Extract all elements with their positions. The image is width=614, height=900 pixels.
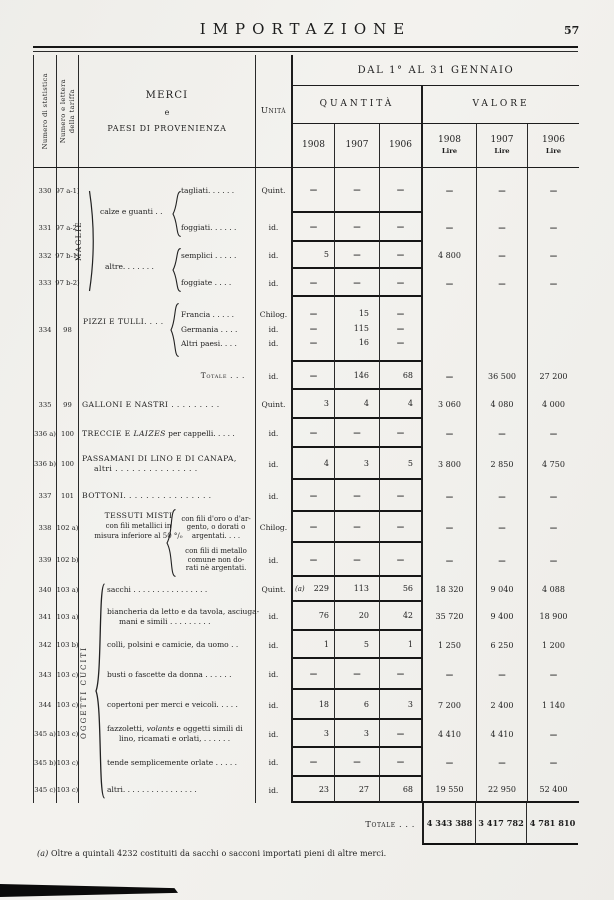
unit-cell: id. <box>256 480 293 512</box>
val-cell: — <box>477 543 528 577</box>
val-cell <box>423 297 477 362</box>
tariff-cell: 103 c) <box>57 777 79 803</box>
tariff-cell: 103 c) <box>57 659 79 690</box>
val-cell: — <box>549 523 558 532</box>
qty-cell: — <box>380 242 423 269</box>
val-cell: 2 850 <box>477 448 528 480</box>
qty-cell: — — — <box>293 297 335 362</box>
header-unita: Unità <box>256 55 293 167</box>
unit-cell: id. <box>256 213 293 242</box>
stat-cell: 334 <box>34 297 57 362</box>
val-cell: — <box>423 419 477 448</box>
val-cell: — <box>477 659 528 690</box>
val-cell: 7 200 <box>423 690 477 720</box>
tariff-cell: 100 <box>57 419 79 448</box>
unit-cell: Quint. <box>256 168 293 213</box>
unit-cell: Chilog. id. id. <box>256 297 293 362</box>
qty-cell: 3 <box>380 690 423 720</box>
qty-cell: — <box>335 543 380 577</box>
stat-cell: 342 <box>34 631 57 659</box>
qty-cell: 76 <box>293 602 335 631</box>
brace-calze <box>172 191 182 237</box>
unit-cell: id. <box>256 720 293 748</box>
desc-cell: tagliati. . . . . . <box>79 168 256 213</box>
qty-cell: — <box>380 720 423 748</box>
stat-cell: 335 <box>34 390 57 419</box>
tariff-cell: 103 c) <box>57 748 79 777</box>
stat-cell: 338 <box>34 512 57 543</box>
desc-cell: colli, polsini e camicie, da uomo . . <box>79 631 256 659</box>
qty-cell: — <box>380 659 423 690</box>
unit-cell: Chilog. <box>256 512 293 543</box>
header-qty-1906: 1906 <box>380 124 423 167</box>
qty-cell: 4 <box>335 390 380 419</box>
table-row <box>33 448 579 480</box>
stat-cell: 337 <box>34 480 57 512</box>
val-cell: 6 250 <box>477 631 528 659</box>
stat-cell: 340 <box>34 577 57 602</box>
header-merci-paesi: PAESI DI PROVENIENZA <box>107 123 227 133</box>
stat-cell: 336 a) <box>34 419 57 448</box>
val-cell: 18 320 <box>423 577 477 602</box>
qty-cell: — <box>293 419 335 448</box>
grand-total-1907: 3 417 782 <box>476 803 527 845</box>
qty-cell: — <box>293 362 335 390</box>
table-row-group <box>33 297 579 362</box>
val-cell: — <box>549 729 558 739</box>
val-cell: — <box>549 670 558 679</box>
qty-cell: 5 <box>293 242 335 269</box>
qty-cell: 3 <box>293 390 335 419</box>
qty-cell: 27 <box>335 777 380 803</box>
table-row-subtotal <box>33 362 579 390</box>
stat-cell: 330 <box>34 168 57 213</box>
qty-cell: 56 <box>380 577 423 602</box>
tariff-cell: 103 a) <box>57 577 79 602</box>
val-cell: — <box>423 362 477 390</box>
qty-cell: — <box>293 269 335 297</box>
group-label-maglie: MAGLIE <box>74 220 83 262</box>
header-period-block <box>293 55 579 167</box>
val-cell: 4 088 <box>542 585 565 594</box>
qty-cell: 20 <box>335 602 380 631</box>
table-row <box>33 602 579 631</box>
stat-cell <box>34 362 57 390</box>
stat-cell: 332 <box>34 242 57 269</box>
qty-cell: — — — <box>380 297 423 362</box>
stat-cell: 345 a) <box>34 720 57 748</box>
qty-cell: 18 <box>293 690 335 720</box>
val-cell <box>477 297 528 362</box>
brace-altre <box>172 248 182 292</box>
val-cell: — <box>549 491 558 501</box>
import-table <box>33 55 579 845</box>
val-cell: — <box>423 213 477 242</box>
group-label-altre: altre. . . . . . . <box>105 262 154 271</box>
val-cell: 18 900 <box>539 612 568 621</box>
qty-cell: 42 <box>380 602 423 631</box>
header-period: DAL 1° AL 31 GENNAIO <box>293 55 579 86</box>
table-row <box>33 690 579 720</box>
val-cell: 27 200 <box>539 371 568 381</box>
qty-cell: — <box>335 512 380 543</box>
group-label-tessuti: TESSUTI MISTI con fili metallici in misura inferiore al 50 °/₀ <box>94 511 183 540</box>
tariff-cell: 98 <box>57 297 79 362</box>
unit-cell: id. <box>256 777 293 803</box>
val-cell: — <box>477 242 528 269</box>
desc-cell: foggiati. . . . . . <box>79 213 256 242</box>
desc-cell: con fili d'oro o d'ar- gento, o dorati o argentati. . . . <box>79 512 256 543</box>
qty-cell: — <box>335 168 380 213</box>
qty-cell: (a) 229 <box>293 577 335 602</box>
val-cell: 4 080 <box>477 390 528 419</box>
header-qty-1907: 1907 <box>335 124 380 167</box>
val-cell: 1 250 <box>423 631 477 659</box>
unit-cell: Quint. <box>256 390 293 419</box>
val-cell: 3 060 <box>423 390 477 419</box>
qty-cell: — <box>335 269 380 297</box>
unit-cell: id. <box>256 269 293 297</box>
tariff-cell: 101 <box>57 480 79 512</box>
tariff-cell: 103 a) <box>57 602 79 631</box>
qty-cell: 146 <box>335 362 380 390</box>
unit-cell: id. <box>256 362 293 390</box>
desc-cell: tende semplicemente orlate . . . . . <box>79 748 256 777</box>
qty-cell: — <box>335 480 380 512</box>
grand-total-1908: 4 343 388 <box>422 803 476 845</box>
unit-cell: id. <box>256 690 293 720</box>
stat-cell: 339 <box>34 543 57 577</box>
qty-cell: — <box>380 168 423 213</box>
table-row <box>33 480 579 512</box>
grand-total-label-cell: Totale . . . <box>365 819 415 829</box>
stat-cell: 345 b) <box>34 748 57 777</box>
val-cell: — <box>549 429 558 438</box>
val-cell: 9 400 <box>477 602 528 631</box>
qty-cell: — <box>335 419 380 448</box>
qty-cell: — <box>380 512 423 543</box>
table-row <box>33 577 579 602</box>
val-cell: — <box>423 659 477 690</box>
header-qty-1908: 1908 <box>293 124 335 167</box>
brace-tessuti <box>166 509 177 577</box>
unit-cell: id. <box>256 448 293 480</box>
qty-cell: — <box>293 480 335 512</box>
desc-cell: busti o fascette da donna . . . . . . <box>79 659 256 690</box>
val-cell: 4 410 <box>423 720 477 748</box>
header-tariffa-line2: della tariffa <box>67 88 76 134</box>
header-statistica-label: Numero di statistica <box>40 72 49 150</box>
val-cell: — <box>423 269 477 297</box>
header-val-1908: 1908 Lire <box>423 124 477 167</box>
page-number: 57 <box>564 24 580 37</box>
qty-cell: — <box>293 748 335 777</box>
qty-cell: 5 <box>335 631 380 659</box>
qty-cell: — <box>380 419 423 448</box>
qty-cell: 15 115 16 <box>335 297 380 362</box>
table-row <box>33 777 579 803</box>
unit-cell: id. <box>256 631 293 659</box>
brace-oggetti <box>95 583 106 799</box>
tariff-cell: 97 a-2) <box>57 213 79 242</box>
group-label-pizzi: PIZZI E TULLI. . . . <box>83 317 164 326</box>
qty-cell: 113 <box>335 577 380 602</box>
table-row <box>33 269 579 297</box>
val-cell: — <box>477 480 528 512</box>
header-quantita: QUANTITÀ <box>293 86 423 124</box>
qty-cell: — <box>380 480 423 512</box>
group-label-calze: calze e guanti . . <box>100 207 163 216</box>
val-cell: — <box>423 480 477 512</box>
footnote-text: Oltre a quintali 4232 costituiti da sacchi o sacconi importati pieni di altre merci. <box>48 849 387 858</box>
table-row <box>33 419 579 448</box>
val-cell: 19 550 <box>423 777 477 803</box>
val-cell: — <box>477 419 528 448</box>
grand-total-1906: 4 781 810 <box>527 803 578 845</box>
val-cell: — <box>477 269 528 297</box>
desc-cell: altri. . . . . . . . . . . . . . . . <box>79 777 256 803</box>
page-title: IMPORTAZIONE <box>199 20 412 38</box>
scan-artifact <box>0 884 178 897</box>
val-cell: 22 950 <box>477 777 528 803</box>
table-header <box>33 55 579 168</box>
qty-cell: — <box>293 213 335 242</box>
desc-cell: TRECCIE E LAIZES per cappelli. . . . . <box>79 419 256 448</box>
header-val-1906: 1906 Lire <box>542 134 565 155</box>
val-cell: 1 200 <box>542 640 565 650</box>
val-cell: 2 400 <box>477 690 528 720</box>
header-valore: VALORE <box>423 86 579 124</box>
table-row <box>33 390 579 419</box>
val-cell: — <box>549 278 558 288</box>
val-cell: — <box>549 186 558 195</box>
footnote-marker: (a) <box>295 584 305 593</box>
qty-cell: — <box>380 269 423 297</box>
unit-cell: id. <box>256 602 293 631</box>
double-rule <box>33 46 578 52</box>
stat-cell: 333 <box>34 269 57 297</box>
qty-cell: 6 <box>335 690 380 720</box>
desc-cell: con fili di metallo comune non do- rati nè argentati. <box>79 543 256 577</box>
qty-cell: — <box>293 512 335 543</box>
qty-cell: 1 <box>293 631 335 659</box>
header-tariffa <box>57 55 79 167</box>
qty-cell: — <box>380 543 423 577</box>
val-cell: 9 040 <box>477 577 528 602</box>
table-row <box>33 213 579 242</box>
val-cell: — <box>423 168 477 213</box>
val-cell: 1 140 <box>542 700 565 710</box>
qty-cell: — <box>293 543 335 577</box>
qty-cell: — <box>293 168 335 213</box>
qty-cell: 4 <box>293 448 335 480</box>
val-cell: 4 000 <box>542 400 565 409</box>
qty-cell: 68 <box>380 362 423 390</box>
tariff-cell: 100 <box>57 448 79 480</box>
brace-pizzi <box>170 303 180 357</box>
desc-cell: GALLONI E NASTRI . . . . . . . . . <box>79 390 256 419</box>
qty-cell: — <box>335 659 380 690</box>
stat-cell: 331 <box>34 213 57 242</box>
table-row <box>33 631 579 659</box>
tariff-cell: 97 a-1) <box>57 168 79 213</box>
stat-cell: 341 <box>34 602 57 631</box>
tariff-cell: 103 c) <box>57 720 79 748</box>
desc-cell: BOTTONI. . . . . . . . . . . . . . . . <box>79 480 256 512</box>
qty-cell: 3 <box>335 448 380 480</box>
table-row <box>33 720 579 748</box>
unit-cell: id. <box>256 543 293 577</box>
desc-cell: sacchi . . . . . . . . . . . . . . . . <box>79 577 256 602</box>
unit-cell: id. <box>256 748 293 777</box>
val-cell: 4 410 <box>477 720 528 748</box>
tariff-cell <box>57 362 79 390</box>
val-cell: 35 720 <box>423 602 477 631</box>
val-cell: — <box>549 251 558 260</box>
desc-cell: semplici . . . . . <box>79 242 256 269</box>
table-row <box>33 748 579 777</box>
header-merci-e: e <box>164 107 170 117</box>
desc-cell: foggiate . . . . <box>79 269 256 297</box>
val-cell: — <box>477 213 528 242</box>
header-statistica <box>34 55 57 167</box>
qty-cell: — <box>335 213 380 242</box>
val-cell: 3 800 <box>423 448 477 480</box>
unit-cell: id. <box>256 242 293 269</box>
header-merci <box>79 55 256 167</box>
tariff-cell: 102 a) <box>57 512 79 543</box>
val-cell: 4 800 <box>423 242 477 269</box>
desc-cell: Francia . . . . . Germania . . . . Altri paesi. . . . <box>79 297 256 362</box>
group-label-oggetti: OGGETTI CUCITI <box>79 646 88 739</box>
header-val-1907: 1907 Lire <box>477 124 528 167</box>
val-cell: — <box>549 223 558 232</box>
qty-cell: 68 <box>380 777 423 803</box>
qty-cell: — <box>380 748 423 777</box>
val-cell: — <box>423 543 477 577</box>
paren-maglie <box>88 190 98 292</box>
desc-cell: Totale . . . <box>79 362 256 390</box>
stat-cell: 344 <box>34 690 57 720</box>
val-cell: — <box>549 555 558 565</box>
stat-cell: 343 <box>34 659 57 690</box>
tariff-cell: 102 b) <box>57 543 79 577</box>
qty-cell: — <box>380 213 423 242</box>
tariff-cell: 103 b) <box>57 631 79 659</box>
val-cell: — <box>423 512 477 543</box>
header-tariffa-line1: Numero e lettera <box>58 78 67 144</box>
footnote-marker: (a) <box>37 849 49 858</box>
val-cell: — <box>549 758 558 767</box>
val-cell: — <box>477 748 528 777</box>
desc-cell: PASSAMANI DI LINO E DI CANAPA, altri . . . . . . . . . . . . . . . <box>79 448 256 480</box>
val-cell <box>528 297 579 362</box>
unit-cell: Quint. <box>256 577 293 602</box>
qty-cell: 4 <box>380 390 423 419</box>
footnote <box>37 849 386 858</box>
val-cell: — <box>423 748 477 777</box>
qty-cell: 1 <box>380 631 423 659</box>
val-cell: 36 500 <box>477 362 528 390</box>
qty-cell: — <box>335 242 380 269</box>
tariff-cell: 97 b-2) <box>57 269 79 297</box>
desc-cell: copertoni per merci e veicoli. . . . . <box>79 690 256 720</box>
val-cell: 4 750 <box>542 459 565 469</box>
tariff-cell: 103 c) <box>57 690 79 720</box>
qty-cell: — <box>335 748 380 777</box>
unit-cell: id. <box>256 659 293 690</box>
unit-cell: id. <box>256 419 293 448</box>
table-row <box>33 543 579 577</box>
table-row <box>33 659 579 690</box>
tariff-cell: 99 <box>57 390 79 419</box>
val-cell: 52 400 <box>528 777 579 803</box>
tariff-cell: 97 b-1) <box>57 242 79 269</box>
qty-cell: 23 <box>293 777 335 803</box>
grand-total-row <box>33 803 579 845</box>
qty-cell: 3 <box>293 720 335 748</box>
qty-cell: 3 <box>335 720 380 748</box>
stat-cell: 336 b) <box>34 448 57 480</box>
qty-cell: — <box>293 659 335 690</box>
val-cell: — <box>477 168 528 213</box>
val-cell: — <box>477 512 528 543</box>
header-merci-title: MERCI <box>145 89 189 101</box>
desc-cell: biancheria da letto e da tavola, asciuga- mani e simili . . . . . . . . . <box>79 602 256 631</box>
qty-cell: 5 <box>380 448 423 480</box>
stat-cell: 345 c) <box>34 777 57 803</box>
desc-cell: fazzoletti, volants e oggetti simili di lino, ricamati e orlati, . . . . . . <box>79 720 256 748</box>
